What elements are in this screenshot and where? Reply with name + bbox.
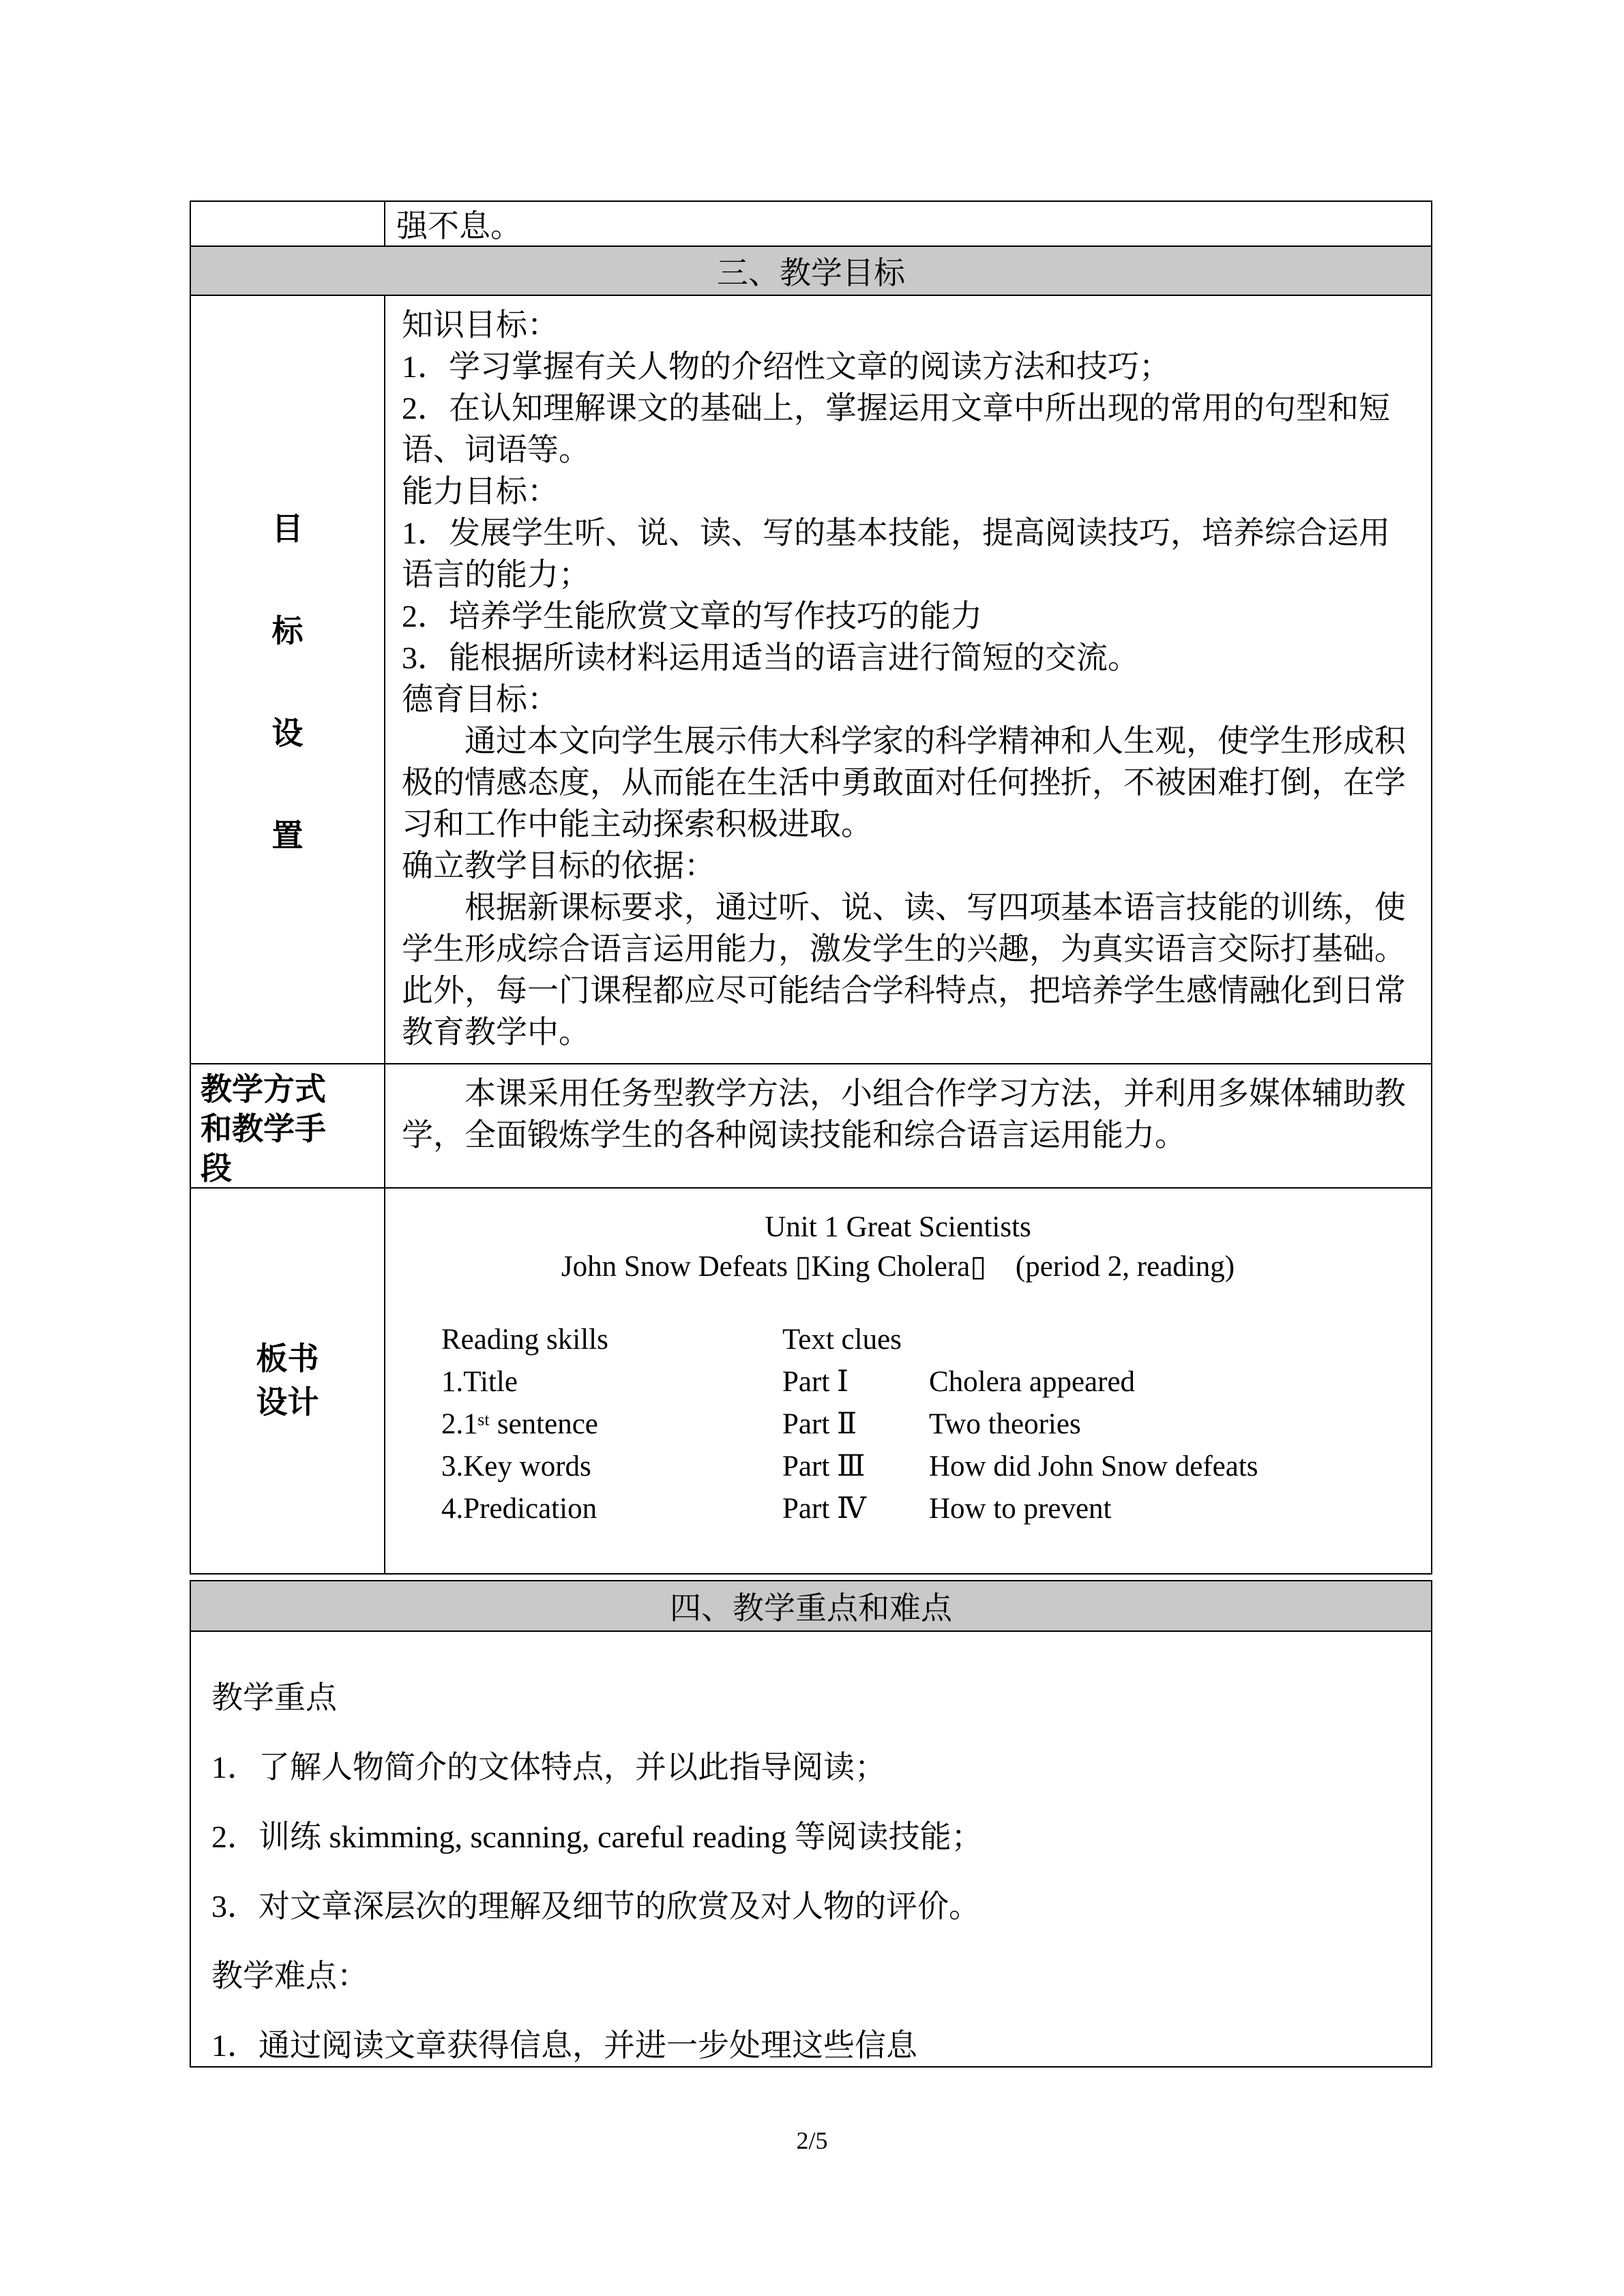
reading-skills-header: Reading skills <box>441 1324 608 1356</box>
clue-part: Part Ⅲ <box>782 1450 866 1482</box>
keypoints-row <box>191 1630 1431 2066</box>
skill-item: 2.1ˢᵗ sentence <box>441 1408 598 1440</box>
section3-header-row <box>191 245 1431 295</box>
board-title-line1: Unit 1 Great Scientists <box>765 1211 1031 1243</box>
keypoints-content <box>191 1632 1431 2066</box>
goal-label-char: 目 <box>271 511 304 546</box>
methods-label-cell <box>191 1064 385 1187</box>
board-design-row <box>191 1187 1431 1573</box>
skill-item: 3.Key words <box>441 1450 591 1482</box>
clue-item <box>782 1446 1411 1487</box>
objectives-row <box>191 295 1431 1063</box>
clue-text: Cholera appeared <box>929 1366 1136 1398</box>
clue-part: Part Ⅱ <box>782 1408 857 1440</box>
objectives-paragraph: 3．能根据所读材料运用适当的语言进行简短的交流。 <box>402 640 1139 675</box>
methods-text: 本课采用任务型教学方法，小组合作学习方法，并利用多媒体辅助教学，全面锻炼学生的各种阅读技能和综合语言运用能力。 <box>402 1076 1406 1152</box>
skill-item: 1.Title <box>441 1366 518 1398</box>
clue-item <box>782 1489 1411 1530</box>
objectives-paragraph: 2．培养学生能欣赏文章的写作技巧的能力 <box>402 599 982 633</box>
methods-content <box>385 1064 1431 1187</box>
text-clues-header: Text clues <box>782 1324 902 1356</box>
page-number: 2/5 <box>796 2127 828 2154</box>
clue-item <box>782 1404 1411 1445</box>
carryover-row <box>191 202 1431 245</box>
goal-label-char: 标 <box>271 613 304 648</box>
board-label-cell <box>191 1189 385 1573</box>
lesson-plan-document <box>190 200 1432 2068</box>
objectives-paragraph: 2．在认知理解课文的基础上，掌握运用文章中所出现的常用的句型和短语、词语等。 <box>402 391 1390 467</box>
objectives-paragraph: 知识目标： <box>402 308 559 342</box>
goal-setting-label <box>191 296 385 1063</box>
objectives-paragraph: 确立教学目标的依据： <box>402 848 715 883</box>
section4-header-row <box>191 1581 1431 1630</box>
board-title-line2: John Snow Defeats ▯King Cholera▯ (period 2, reading) <box>561 1251 1235 1283</box>
keypoint-paragraph: 1．了解人物简介的文体特点，并以此指导阅读； <box>211 1750 886 1785</box>
objectives-content <box>385 296 1431 1063</box>
lesson-plan-table-lower <box>190 1580 1432 2068</box>
objectives-paragraph: 根据新课标要求，通过听、说、读、写四项基本语言技能的训练，使学生形成综合语言运用能力，激发学生的兴趣，为真实语言交际打基础。此外，每一门课程都应尽可能结合学科特点，把培养学生感情融化到日常教育教学中。 <box>402 890 1406 1049</box>
board-label: 板书设计 <box>256 1341 319 1420</box>
goal-label-char: 设 <box>271 715 304 751</box>
clue-text: Two theories <box>929 1408 1081 1440</box>
keypoint-paragraph: 3．对文章深层次的理解及细节的欣赏及对人物的评价。 <box>211 1889 980 1924</box>
board-design-grid <box>385 1320 1411 1530</box>
goal-label-char: 置 <box>271 818 304 853</box>
section3-header: 三、教学目标 <box>717 256 905 290</box>
clue-text: How did John Snow defeats <box>929 1450 1258 1482</box>
objectives-paragraph: 能力目标： <box>402 474 559 509</box>
carryover-text: 强不息。 <box>396 209 522 243</box>
carryover-empty-cell <box>191 202 385 245</box>
methods-label: 教学方式和教学手段 <box>201 1072 326 1186</box>
objectives-paragraph: 1．发展学生听、说、读、写的基本技能，提高阅读技巧，培养综合运用语言的能力； <box>402 516 1390 592</box>
objectives-paragraph: 通过本文向学生展示伟大科学家的科学精神和人生观，使学生形成积极的情感态度，从而能在生活中勇敢面对任何挫折，不被困难打倒，在学习和工作中能主动探索积极进取。 <box>402 724 1406 841</box>
keypoint-paragraph: 教学难点： <box>211 1958 368 1993</box>
skill-item: 4.Predication <box>441 1493 597 1525</box>
objectives-paragraph: 德育目标： <box>402 682 559 717</box>
keypoint-paragraph: 2．训练 skimming, scanning, careful reading 等阅读技能； <box>211 1819 983 1854</box>
methods-row <box>191 1063 1431 1187</box>
board-design-content <box>385 1189 1431 1573</box>
section4-header: 四、教学重点和难点 <box>670 1591 952 1626</box>
clue-text: How to prevent <box>929 1493 1112 1525</box>
objectives-paragraph: 1．学习掌握有关人物的介绍性文章的阅读方法和技巧； <box>402 349 1170 384</box>
keypoint-paragraph: 教学重点 <box>211 1680 337 1715</box>
keypoint-paragraph: 1．通过阅读文章获得信息，并进一步处理这些信息 <box>211 2028 917 2063</box>
lesson-plan-table-upper <box>190 200 1432 1575</box>
clue-part: Part Ⅳ <box>782 1493 866 1525</box>
clue-item <box>782 1362 1411 1403</box>
carryover-cell <box>385 202 1431 245</box>
clue-part: Part Ⅰ <box>782 1366 849 1398</box>
